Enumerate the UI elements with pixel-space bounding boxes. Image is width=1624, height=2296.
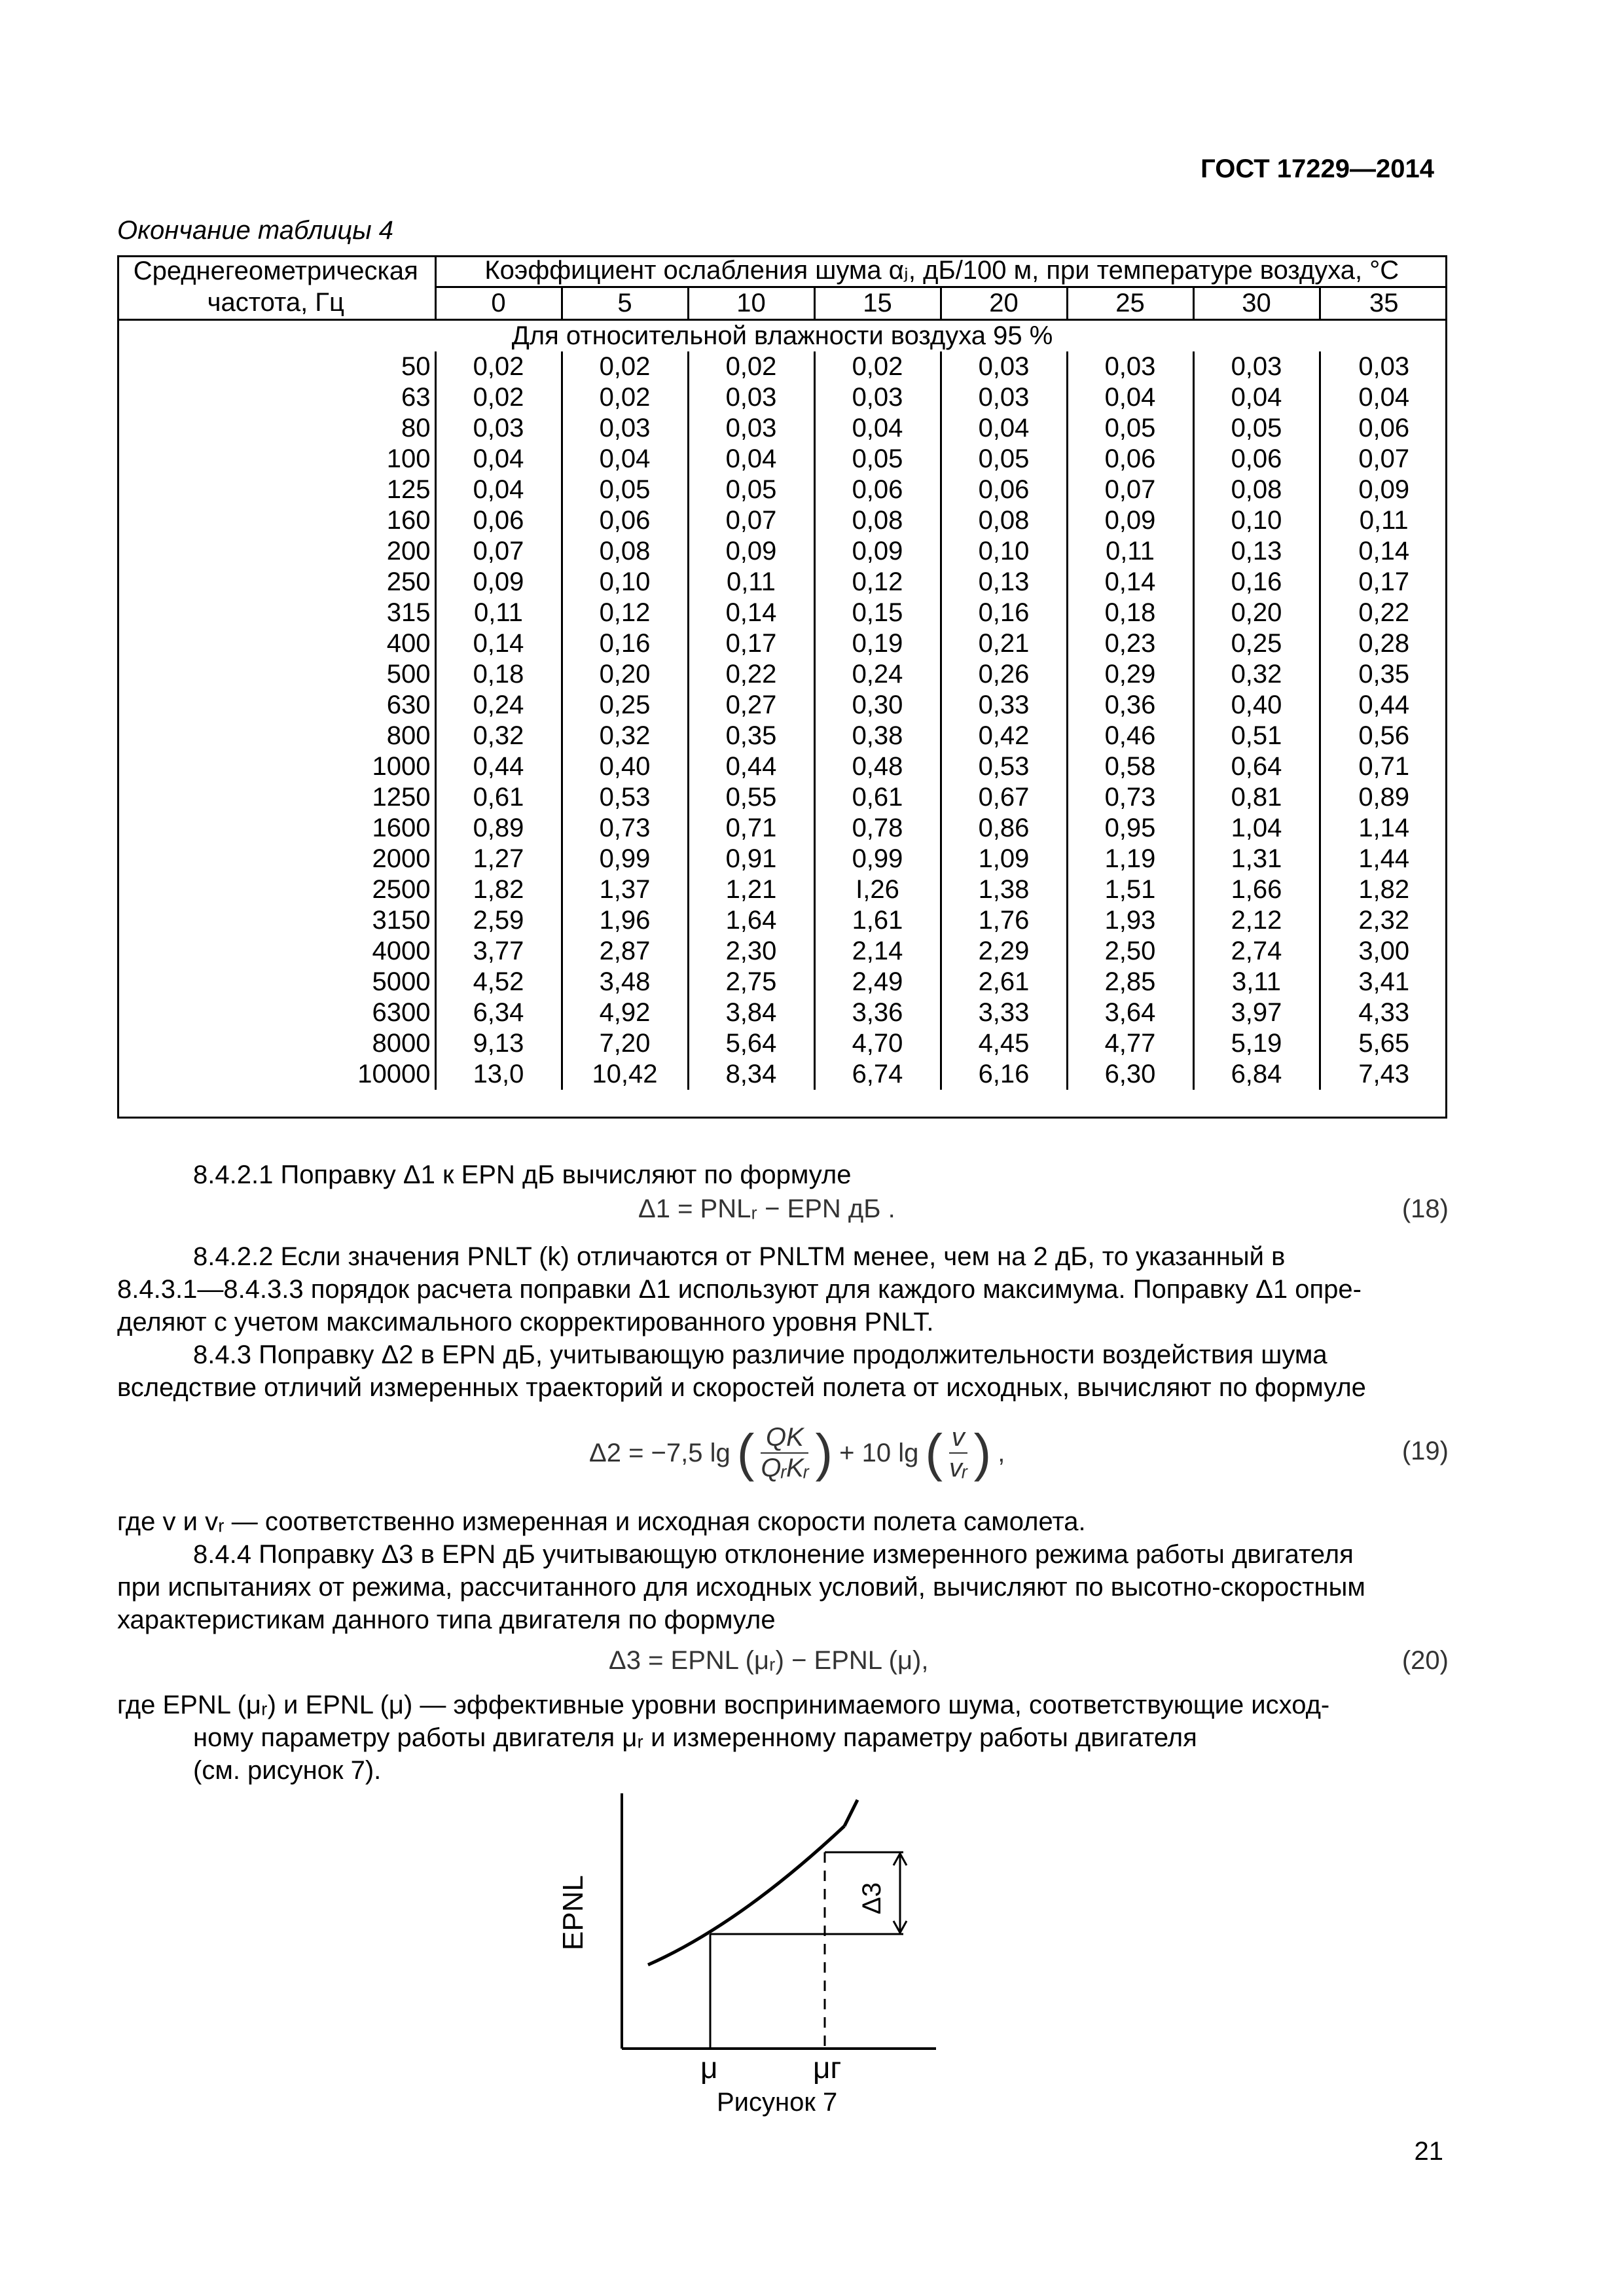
coefficient-cell: 0,91 [688,844,814,874]
coefficient-cell: 0,42 [941,721,1067,751]
coefficient-cell: 6,30 [1067,1059,1193,1090]
coefficient-cell: 0,09 [1320,475,1447,505]
coefficient-cell: 1,82 [1320,874,1447,905]
coefficient-cell: 4,45 [941,1028,1067,1059]
coefficient-cell: 13,0 [435,1059,562,1090]
coefficient-cell: 0,55 [688,782,814,813]
coefficient-cell: 0,04 [1320,382,1447,413]
coefficient-cell: 0,03 [688,413,814,444]
coefficient-cell: 1,61 [814,905,941,936]
para-8-4-4-line2: при испытаниях от режима, рассчитанного для исходных условий, вычисляют по высотно-скоростным [117,1573,1365,1602]
temperature-header: 30 [1193,287,1320,320]
coefficient-cell: 0,16 [941,598,1067,628]
coefficient-cell: 4,70 [814,1028,941,1059]
coefficient-cell: 3,33 [941,997,1067,1028]
coefficient-group-header: Коэффициент ослабления шума αⱼ, дБ/100 м, при температуре воздуха, °С [435,255,1447,287]
frequency-header-line2: частота, Гц [117,287,435,320]
coefficient-cell: 1,19 [1067,844,1193,874]
delta3-label: Δ3 [857,1882,886,1914]
table-row [117,1059,1447,1090]
coefficient-cell: 0,11 [688,567,814,598]
para-8-4-2-2-line1: 8.4.2.2 Если значения PNLT (k) отличаются от PNLTM менее, чем на 2 дБ, то указанный в [193,1242,1286,1271]
coefficient-cell: 1,96 [562,905,688,936]
coefficient-cell: 6,74 [814,1059,941,1090]
table-row [117,444,1447,475]
frequency-cell: 63 [401,383,431,412]
coefficient-cell: 0,20 [562,659,688,690]
coefficient-cell: 1,38 [941,874,1067,905]
coefficient-cell: 2,29 [941,936,1067,967]
coefficient-cell: 0,89 [435,813,562,844]
frequency-cell: 500 [386,660,431,689]
coefficient-cell: 0,06 [814,475,941,505]
table-row [117,690,1447,721]
coefficient-cell: 0,06 [1193,444,1320,475]
temperature-header: 0 [435,287,562,320]
formula-18: Δ1 = PNLᵣ − EPN дБ . [638,1194,895,1223]
coefficient-cell: 0,03 [688,382,814,413]
coefficient-cell: 7,43 [1320,1059,1447,1090]
frequency-cell: 800 [386,721,431,750]
frequency-cell: 2500 [372,875,431,904]
coefficient-cell: 2,50 [1067,936,1193,967]
coefficient-cell: 0,13 [941,567,1067,598]
frequency-cell: 630 [386,691,431,719]
figure-7-graph [557,1793,936,2085]
coefficient-cell: 0,26 [941,659,1067,690]
coefficient-cell: 0,04 [688,444,814,475]
coefficient-cell: 0,64 [1193,751,1320,782]
coefficient-cell: 0,20 [1193,598,1320,628]
frequency-cell: 4000 [372,937,431,965]
coefficient-cell: 6,84 [1193,1059,1320,1090]
coefficient-cell: 0,22 [1320,598,1447,628]
coefficient-cell: 0,12 [562,598,688,628]
table-row [117,475,1447,505]
coefficient-cell: 0,29 [1067,659,1193,690]
coefficient-cell: 1,37 [562,874,688,905]
frequency-cell: 1000 [372,752,431,781]
figure-caption: Рисунок 7 [717,2088,838,2117]
coefficient-cell: 0,71 [688,813,814,844]
coefficient-cell: 3,48 [562,967,688,997]
mur-label: μг [813,2051,842,2085]
coefficient-cell: 0,48 [814,751,941,782]
table-row [117,628,1447,659]
coefficient-cell: 0,05 [688,475,814,505]
frequency-cell: 100 [386,444,431,473]
coefficient-cell: 0,21 [941,628,1067,659]
coefficient-cell: 1,09 [941,844,1067,874]
temperature-header: 15 [814,287,941,320]
coefficient-cell: 0,71 [1320,751,1447,782]
coefficient-cell: 0,06 [1067,444,1193,475]
coefficient-cell: 0,02 [562,382,688,413]
coefficient-cell: 0,04 [435,444,562,475]
epnl-curve [648,1826,844,1965]
coefficient-cell: 5,19 [1193,1028,1320,1059]
equation-number-18: (18) [1401,1194,1449,1223]
coefficient-cell: 0,14 [1067,567,1193,598]
coefficient-cell: 0,05 [1067,413,1193,444]
coefficient-cell: 4,92 [562,997,688,1028]
coefficient-cell: 4,77 [1067,1028,1193,1059]
coefficient-cell: 0,07 [1067,475,1193,505]
coefficient-cell: 0,32 [435,721,562,751]
temperature-header: 10 [688,287,814,320]
table-row [117,782,1447,813]
coefficient-cell: 0,04 [1067,382,1193,413]
coefficient-cell: 0,03 [435,413,562,444]
equation-number-20: (20) [1401,1646,1449,1675]
where-clause-2-line2: ному параметру работы двигателя μᵣ и измеренному параметру работы двигателя [193,1723,1197,1752]
coefficient-cell: 9,13 [435,1028,562,1059]
para-8-4-3-line1: 8.4.3 Поправку Δ2 в EPN дБ, учитывающую различие продолжительности воздействия шума [193,1340,1327,1369]
coefficient-cell: 0,02 [688,351,814,382]
where-clause-2-line1: где EPNL (μᵣ) и EPNL (μ) — эффективные уровни воспринимаемого шума, соответствующие исход- [117,1691,1330,1719]
coefficient-cell: 2,12 [1193,905,1320,936]
coefficient-cell: 0,17 [688,628,814,659]
temperature-header: 35 [1320,287,1447,320]
coefficient-cell: 0,05 [562,475,688,505]
frequency-header-line1: Среднегеометрическая [133,256,418,285]
table-row [117,844,1447,874]
coefficient-cell: 0,03 [941,351,1067,382]
coefficient-cell: 3,41 [1320,967,1447,997]
table-row [117,382,1447,413]
coefficient-cell: 0,06 [941,475,1067,505]
coefficient-cell: 0,10 [1193,505,1320,536]
coefficient-cell: 0,86 [941,813,1067,844]
coefficient-cell: I,26 [814,874,941,905]
coefficient-cell: 3,11 [1193,967,1320,997]
formula-19-mid: + 10 lg [839,1438,919,1467]
coefficient-cell: 7,20 [562,1028,688,1059]
frequency-cell: 6300 [372,998,431,1027]
mu-label: μ [700,2051,718,2085]
where-clause-1: где v и vᵣ — соответственно измеренная и исходная скорости полета самолета. [117,1507,1086,1536]
frequency-cell: 50 [401,352,431,381]
frequency-cell: 80 [401,414,431,442]
coefficient-cell: 1,64 [688,905,814,936]
coefficient-cell: 0,35 [688,721,814,751]
coefficient-cell: 0,67 [941,782,1067,813]
formula-19-numerator-1: QK [766,1423,804,1452]
coefficient-cell: 0,35 [1320,659,1447,690]
page-number: 21 [1414,2137,1443,2166]
coefficient-cell: 1,66 [1193,874,1320,905]
coefficient-cell: 5,65 [1320,1028,1447,1059]
coefficient-cell: 0,04 [562,444,688,475]
table-row [117,351,1447,382]
coefficient-cell: 0,99 [814,844,941,874]
coefficient-cell: 0,58 [1067,751,1193,782]
coefficient-cell: 0,24 [814,659,941,690]
coefficient-cell: 0,14 [688,598,814,628]
frequency-cell: 400 [386,629,431,658]
formula-19-numerator-2: v [951,1423,965,1452]
table-row [117,413,1447,444]
coefficient-cell: 0,03 [941,382,1067,413]
coefficient-cell: 0,06 [435,505,562,536]
frequency-cell: 1600 [372,814,431,842]
coefficient-cell: 0,17 [1320,567,1447,598]
coefficient-cell: 0,14 [1320,536,1447,567]
coefficient-cell: 2,61 [941,967,1067,997]
coefficient-cell: 0,09 [435,567,562,598]
coefficient-cell: 0,05 [814,444,941,475]
coefficient-cell: 0,12 [814,567,941,598]
coefficient-cell: 0,51 [1193,721,1320,751]
coefficient-cell: 0,53 [941,751,1067,782]
coefficient-cell: 2,59 [435,905,562,936]
coefficient-cell: 1,27 [435,844,562,874]
coefficient-cell: 1,04 [1193,813,1320,844]
table-row [117,567,1447,598]
coefficient-cell: 0,19 [814,628,941,659]
formula-19-left: Δ2 = −7,5 lg [589,1438,731,1467]
coefficient-cell: 0,23 [1067,628,1193,659]
coefficient-cell: 2,75 [688,967,814,997]
coefficient-cell: 2,87 [562,936,688,967]
coefficient-cell: 0,04 [435,475,562,505]
coefficient-cell: 0,44 [435,751,562,782]
coefficient-cell: 0,07 [688,505,814,536]
coefficient-cell: 0,03 [1320,351,1447,382]
coefficient-cell: 3,00 [1320,936,1447,967]
table-row [117,505,1447,536]
coefficient-cell: 0,03 [1193,351,1320,382]
frequency-cell: 1250 [372,783,431,812]
coefficient-cell: 3,64 [1067,997,1193,1028]
coefficient-cell: 0,07 [435,536,562,567]
para-8-4-4-line1: 8.4.4 Поправку Δ3 в EPN дБ учитывающую отклонение измеренного режима работы двигателя [193,1540,1354,1569]
coefficient-cell: 2,85 [1067,967,1193,997]
coefficient-cell: 0,02 [562,351,688,382]
coefficient-cell: 0,16 [1193,567,1320,598]
para-8-4-2-1: 8.4.2.1 Поправку Δ1 к EPN дБ вычисляют по формуле [193,1160,852,1189]
coefficient-cell: 0,30 [814,690,941,721]
coefficient-cell: 0,08 [562,536,688,567]
formula-19-denominator-2: vᵣ [948,1454,967,1482]
coefficient-cell: 0,09 [1067,505,1193,536]
coefficient-cell: 2,32 [1320,905,1447,936]
coefficient-cell: 0,11 [1320,505,1447,536]
document-header: ГОСТ 17229—2014 [1200,154,1434,183]
frequency-cell: 10000 [357,1060,431,1088]
coefficient-cell: 0,56 [1320,721,1447,751]
table-row [117,874,1447,905]
coefficient-cell: 0,04 [1193,382,1320,413]
coefficient-cell: 1,82 [435,874,562,905]
temperature-header: 5 [562,287,688,320]
coefficient-cell: 1,14 [1320,813,1447,844]
coefficient-cell: 2,74 [1193,936,1320,967]
coefficient-cell: 0,04 [941,413,1067,444]
coefficient-cell: 0,14 [435,628,562,659]
frequency-cell: 2000 [372,844,431,873]
para-8-4-2-2-line2: 8.4.3.1—8.4.3.3 порядок расчета поправки Δ1 используют для каждого максимума. Поправку Δ1 опре- [117,1275,1362,1304]
coefficient-cell: 3,84 [688,997,814,1028]
coefficient-cell: 0,25 [1193,628,1320,659]
frequency-cell: 8000 [372,1029,431,1058]
coefficient-cell: 0,11 [1067,536,1193,567]
coefficient-cell: 0,36 [1067,690,1193,721]
coefficient-cell: 5,64 [688,1028,814,1059]
formula-20: Δ3 = EPNL (μᵣ) − EPNL (μ), [609,1646,929,1675]
coefficient-cell: 4,33 [1320,997,1447,1028]
coefficient-cell: 4,52 [435,967,562,997]
temperature-header: 25 [1067,287,1193,320]
table-row [117,1028,1447,1059]
coefficient-cell: 0,05 [941,444,1067,475]
equation-number-19: (19) [1401,1437,1449,1465]
frequency-cell: 250 [386,567,431,596]
coefficient-cell: 0,61 [435,782,562,813]
coefficient-cell: 0,24 [435,690,562,721]
coefficient-cell: 0,99 [562,844,688,874]
coefficient-cell: 0,38 [814,721,941,751]
coefficient-cell: 3,97 [1193,997,1320,1028]
coefficient-cell: 0,53 [562,782,688,813]
coefficient-cell: 0,02 [814,351,941,382]
formula-19-denominator-1: QᵣKᵣ [761,1454,809,1482]
coefficient-cell: 0,10 [941,536,1067,567]
coefficient-cell: 0,08 [1193,475,1320,505]
para-8-4-2-2-line3: деляют с учетом максимального скорректированного уровня PNLT. [117,1308,934,1336]
coefficient-cell: 0,33 [941,690,1067,721]
coefficient-cell: 0,25 [562,690,688,721]
coefficient-cell: 3,36 [814,997,941,1028]
para-8-4-4-line3: характеристикам данного типа двигателя по формуле [117,1605,776,1634]
frequency-cell: 160 [386,506,431,535]
table-row [117,997,1447,1028]
temperature-header: 20 [941,287,1067,320]
coefficient-cell: 2,14 [814,936,941,967]
coefficient-cell: 0,40 [562,751,688,782]
coefficient-cell: 6,16 [941,1059,1067,1090]
coefficient-cell: 0,03 [1067,351,1193,382]
coefficient-cell: 0,95 [1067,813,1193,844]
coefficient-cell: 0,02 [435,351,562,382]
table-row [117,659,1447,690]
coefficient-cell: 6,34 [435,997,562,1028]
coefficient-cell: 0,07 [1320,444,1447,475]
coefficient-cell: 1,31 [1193,844,1320,874]
coefficient-cell: 0,40 [1193,690,1320,721]
frequency-cell: 200 [386,537,431,565]
coefficient-cell: 0,73 [1067,782,1193,813]
where-clause-2-line3: (см. рисунок 7). [193,1756,382,1785]
coefficient-cell: 0,09 [814,536,941,567]
frequency-cell: 125 [386,475,431,504]
table-row [117,967,1447,997]
coefficient-cell: 1,44 [1320,844,1447,874]
coefficient-cell: 0,46 [1067,721,1193,751]
attenuation-table [117,255,1447,1090]
table-caption: Окончание таблицы 4 [117,216,394,245]
table-row [117,936,1447,967]
coefficient-cell: 0,18 [435,659,562,690]
coefficient-cell: 0,08 [941,505,1067,536]
coefficient-cell: 0,16 [562,628,688,659]
coefficient-cell: 0,44 [1320,690,1447,721]
coefficient-cell: 0,89 [1320,782,1447,813]
coefficient-cell: 0,11 [435,598,562,628]
coefficient-cell: 0,44 [688,751,814,782]
coefficient-cell: 0,81 [1193,782,1320,813]
coefficient-cell: 0,02 [435,382,562,413]
table-row [117,751,1447,782]
coefficient-cell: 8,34 [688,1059,814,1090]
coefficient-cell: 0,27 [688,690,814,721]
table-row [117,905,1447,936]
coefficient-cell: 0,18 [1067,598,1193,628]
coefficient-cell: 0,09 [688,536,814,567]
table-row [117,598,1447,628]
coefficient-cell: 0,22 [688,659,814,690]
coefficient-cell: 0,03 [562,413,688,444]
coefficient-cell: 0,05 [1193,413,1320,444]
coefficient-cell: 0,15 [814,598,941,628]
coefficient-cell: 0,08 [814,505,941,536]
coefficient-cell: 0,61 [814,782,941,813]
frequency-cell: 5000 [372,967,431,996]
coefficient-cell: 2,30 [688,936,814,967]
para-8-4-3-line2: вследствие отличий измеренных траекторий и скоростей полета от исходных, вычисляют по формуле [117,1373,1366,1402]
table-row [117,813,1447,844]
coefficient-cell: 0,78 [814,813,941,844]
coefficient-cell: 1,76 [941,905,1067,936]
coefficient-cell: 1,21 [688,874,814,905]
coefficient-cell: 10,42 [562,1059,688,1090]
coefficient-cell: 0,10 [562,567,688,598]
coefficient-cell: 0,32 [1193,659,1320,690]
coefficient-cell: 0,73 [562,813,688,844]
formula-19: Δ2 = −7,5 lg ( QK QᵣKᵣ ) + 10 lg ( v vᵣ ) , [589,1423,1005,1482]
frequency-cell: 315 [386,598,431,627]
coefficient-cell: 1,93 [1067,905,1193,936]
coefficient-cell: 0,06 [562,505,688,536]
coefficient-cell: 0,13 [1193,536,1320,567]
coefficient-cell: 0,06 [1320,413,1447,444]
coefficient-cell: 1,51 [1067,874,1193,905]
frequency-cell: 3150 [372,906,431,935]
humidity-label: Для относительной влажности воздуха 95 % [511,321,1053,350]
y-axis-label: EPNL [557,1875,589,1950]
coefficient-cell: 0,32 [562,721,688,751]
table-row [117,536,1447,567]
coefficient-cell: 3,77 [435,936,562,967]
coefficient-cell: 0,03 [814,382,941,413]
coefficient-cell: 2,49 [814,967,941,997]
table-row [117,721,1447,751]
epnl-curve-end [844,1800,857,1826]
coefficient-cell: 0,04 [814,413,941,444]
coefficient-cell: 0,28 [1320,628,1447,659]
